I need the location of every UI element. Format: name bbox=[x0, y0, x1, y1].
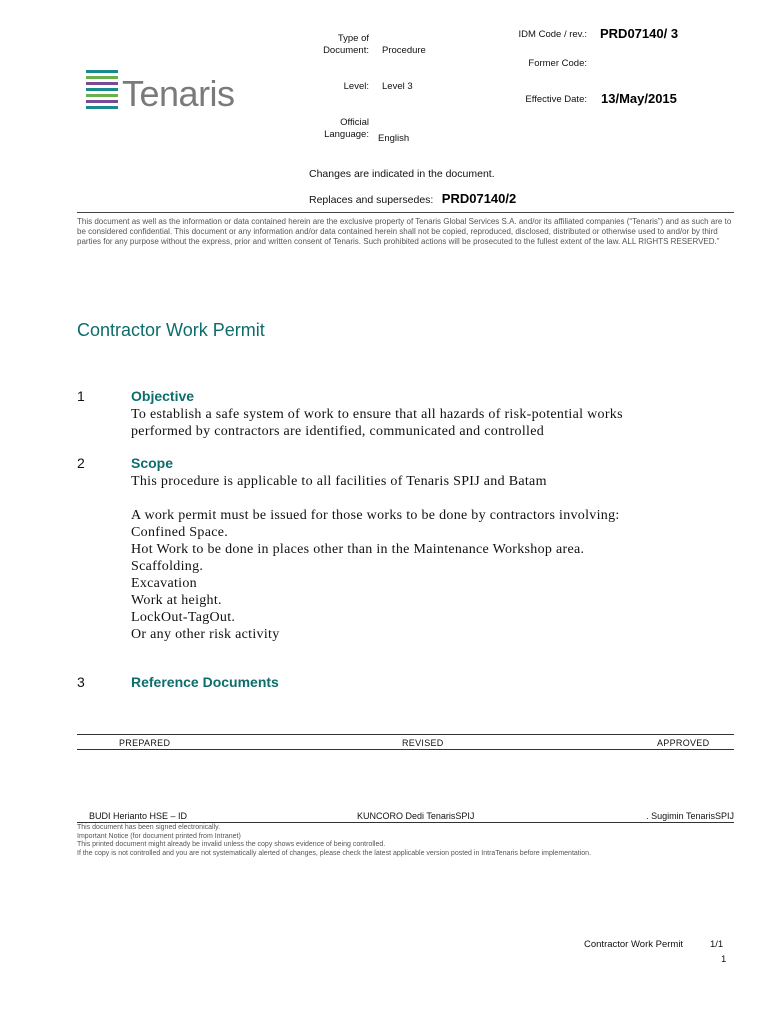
logo-stripe bbox=[86, 82, 118, 85]
tenaris-logo-mark bbox=[86, 68, 120, 112]
footer-page: 1/1 bbox=[710, 939, 724, 950]
logo-stripe bbox=[86, 88, 118, 91]
signature-note: This document has been signed electronically. bbox=[77, 824, 221, 831]
level-value: Level 3 bbox=[382, 81, 413, 92]
type-of-document-value: Procedure bbox=[382, 45, 426, 56]
logo-stripe bbox=[86, 76, 118, 79]
section-1-line: To establish a safe system of work to ensure that all hazards of risk-potential works bbox=[131, 407, 623, 422]
footer-page-sub: 1 bbox=[721, 954, 727, 965]
header-divider bbox=[77, 212, 734, 213]
section-2-number: 2 bbox=[77, 455, 85, 471]
legal-notice: This document as well as the information or data contained herein are the exclusive property of Tenaris Global Services S.A. and/or its affiliated companies (“Tenaris”) and as such are to be considered confidential. This document or any information and/or data contained herein shall not be copied, reproduced, disclosed, distributed or otherwise used to and/or by third parties for any purpose without the express, prior and written consent of Tenaris. Such prohibited actions will be prosecuted to the fullest extent of the law. ALL RIGHTS RESERVED.” bbox=[77, 217, 732, 246]
language-label-line2: Language: bbox=[324, 129, 369, 140]
section-1-line: performed by contractors are identified, communicated and controlled bbox=[131, 424, 545, 439]
former-code-label: Former Code: bbox=[528, 58, 587, 69]
section-2-list-line: Scaffolding. bbox=[131, 559, 204, 574]
effective-date-label: Effective Date: bbox=[525, 94, 587, 105]
idm-code-value: PRD07140/ 3 bbox=[600, 26, 679, 41]
section-2-list-line: Work at height. bbox=[131, 593, 222, 608]
document-title: Contractor Work Permit bbox=[77, 320, 265, 340]
replaces-value: PRD07140/2 bbox=[441, 191, 517, 206]
logo-wordmark: Tenaris bbox=[122, 73, 235, 114]
section-2-list-line: A work permit must be issued for those works to be done by contractors involving: bbox=[131, 508, 620, 523]
approved-header: APPROVED bbox=[657, 738, 710, 748]
section-2-list-line: LockOut-TagOut. bbox=[131, 610, 236, 625]
idm-code-label: IDM Code / rev.: bbox=[518, 29, 587, 40]
section-1-body bbox=[131, 406, 623, 440]
level-label: Level: bbox=[343, 81, 369, 92]
section-2-line: This procedure is applicable to all facilities of Tenaris SPIJ and Batam bbox=[131, 474, 547, 489]
prepared-name: BUDI Herianto HSE – ID bbox=[89, 811, 188, 821]
section-2-list bbox=[131, 507, 620, 643]
type-label-line1: Type of bbox=[337, 33, 369, 44]
section-2-body bbox=[131, 473, 547, 490]
logo-stripe bbox=[86, 70, 118, 73]
revised-header: REVISED bbox=[402, 738, 444, 748]
effective-date-value: 13/May/2015 bbox=[601, 91, 677, 106]
section-2-list-line: Confined Space. bbox=[131, 525, 229, 540]
signature-bottom-rule bbox=[77, 822, 734, 823]
section-2-list-line: Hot Work to be done in places other than in the Maintenance Workshop area. bbox=[131, 542, 585, 557]
section-1-number: 1 bbox=[77, 388, 85, 404]
revised-name: KUNCORO Dedi TenarisSPIJ bbox=[357, 811, 475, 821]
section-1-title: Objective bbox=[131, 388, 195, 404]
logo-stripe bbox=[86, 94, 118, 97]
language-label-line1: Official bbox=[340, 117, 369, 128]
prepared-header: PREPARED bbox=[119, 738, 171, 748]
approved-name: . Sugimin TenarisSPIJ bbox=[646, 811, 734, 821]
tenaris-logo bbox=[86, 68, 246, 112]
section-2-list-line: Excavation bbox=[131, 576, 197, 591]
section-2-list-line: Or any other risk activity bbox=[131, 627, 280, 642]
official-language-label bbox=[300, 117, 369, 141]
section-3-title: Reference Documents bbox=[131, 674, 279, 690]
replaces-row bbox=[309, 190, 516, 208]
signature-notes bbox=[77, 824, 734, 858]
official-language-value: English bbox=[378, 133, 410, 144]
type-of-document-label bbox=[300, 33, 369, 57]
type-label-line2: Document: bbox=[323, 45, 369, 56]
logo-stripe bbox=[86, 106, 118, 109]
signature-note: This printed document might already be invalid unless the copy shows evidence of being controlled. bbox=[77, 841, 386, 848]
signature-header-rule bbox=[77, 749, 734, 750]
changes-note: Changes are indicated in the document. bbox=[309, 168, 495, 180]
section-3-number: 3 bbox=[77, 674, 85, 690]
section-2-title: Scope bbox=[131, 455, 174, 471]
signature-top-rule bbox=[77, 734, 734, 735]
replaces-label: Replaces and supersedes: bbox=[309, 194, 434, 206]
signature-note: If the copy is not controlled and you are not systematically alerted of changes, please check the latest applicable version posted in IntraTenaris before implementation. bbox=[77, 849, 592, 857]
logo-stripe bbox=[86, 100, 118, 103]
footer-doc-name: Contractor Work Permit bbox=[584, 939, 684, 950]
signature-note: Important Notice (for document printed from Intranet) bbox=[77, 832, 241, 840]
